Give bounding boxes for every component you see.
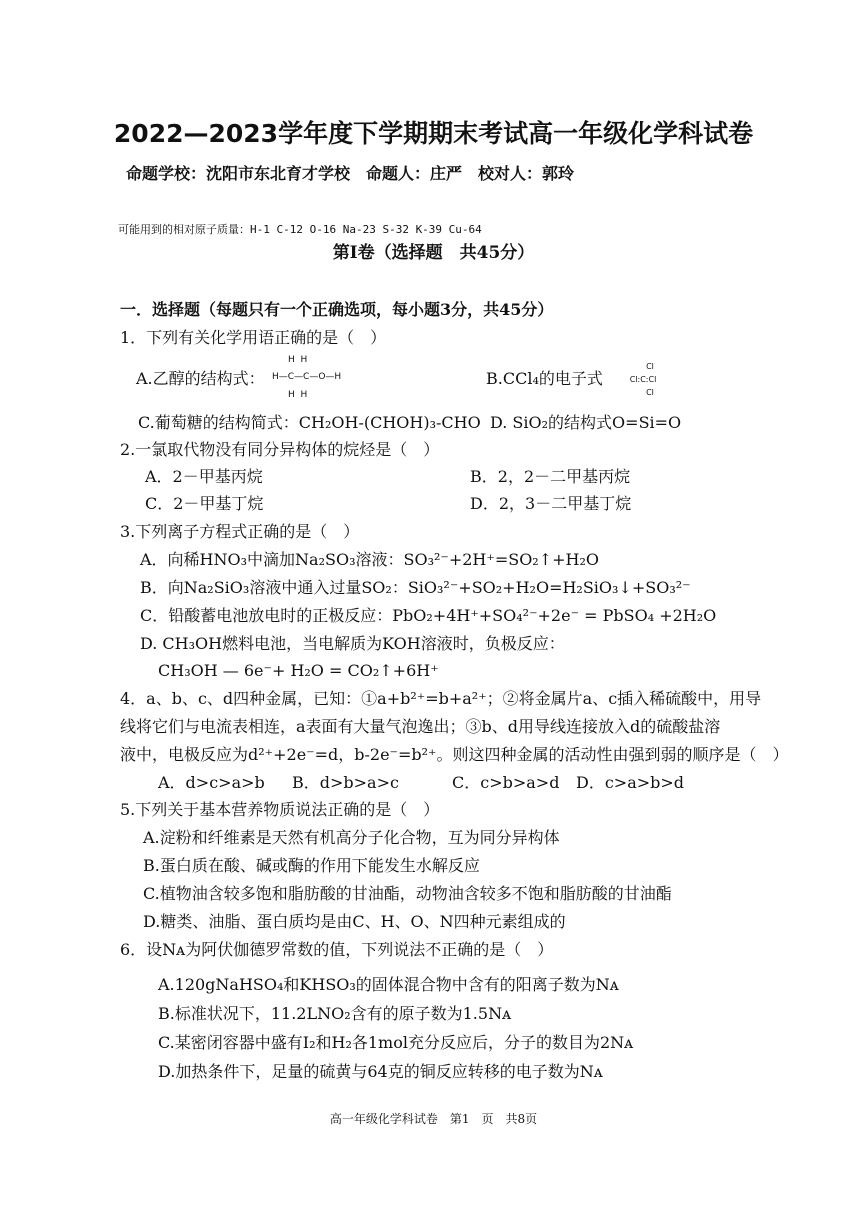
q1-stem: 1．下列有关化学用语正确的是（ ）	[120, 328, 387, 347]
section-heading: 第Ⅰ卷（选择题 共45分）	[332, 243, 535, 263]
q3-option-a: A．向稀HNO₃中滴加Na₂SO₃溶液：SO₃²⁻+2H⁺=SO₂↑+H₂O	[140, 550, 600, 569]
q2-option-a: A．2－甲基丙烷	[145, 467, 263, 486]
q4-option-d: D．c>a>b>d	[576, 773, 685, 792]
q5-option-d: D.糖类、油脂、蛋白质均是由C、H、O、N四种元素组成的	[143, 912, 566, 931]
q6-option-c: C.某密闭容器中盛有I₂和H₂各1mol充分反应后，分子的数目为2Nᴀ	[158, 1033, 634, 1052]
page-footer: 高一年级化学科试卷 第1 页 共8页	[329, 1112, 538, 1126]
q1-option-c: C.葡萄糖的结构简式：CH₂OH-(CHOH)₃-CHO	[138, 413, 481, 432]
q6-stem: 6．设Nᴀ为阿伏伽德罗常数的值，下列说法不正确的是（ ）	[120, 940, 554, 959]
q6-option-a: A.120gNaHSO₄和KHSO₃的固体混合物中含有的阳离子数为Nᴀ	[158, 975, 619, 994]
q5-option-c: C.植物油含较多饱和脂肪酸的甘油酯，动物油含较多不饱和脂肪酸的甘油酯	[143, 884, 672, 903]
ethanol-struct-mid: H—C—C—O—H	[272, 372, 342, 382]
q3-stem: 3.下列离子方程式正确的是（ ）	[120, 522, 360, 541]
exam-title: 2022—2023学年度下学期期末考试高一年级化学科试卷	[113, 119, 754, 148]
part-heading: 一．选择题（每题只有一个正确选项，每小题3分，共45分）	[120, 300, 554, 319]
ccl4-bot: Cl	[646, 388, 654, 397]
ethanol-struct-bot: H H	[288, 390, 308, 400]
q5-option-a: A.淀粉和纤维素是天然有机高分子化合物，互为同分异构体	[143, 828, 560, 847]
q2-stem: 2.一氯取代物没有同分异构体的烷烃是（ ）	[120, 440, 440, 459]
q4-option-c: C．c>b>a>d	[452, 773, 560, 792]
q1-option-b: B.CCl₄的电子式	[486, 369, 603, 388]
ccl4-mid: Cl:C:Cl	[629, 375, 657, 384]
q2-option-c: C．2－甲基丁烷	[145, 494, 264, 513]
q4-option-a: A．d>c>a>b	[158, 773, 265, 792]
ccl4-top: Cl	[646, 362, 654, 371]
ethanol-struct-top: H H	[288, 355, 308, 365]
q3-option-d: D. CH₃OH燃料电池，当电解质为KOH溶液时，负极反应：	[140, 634, 565, 653]
q1-option-d: D. SiO₂的结构式O=Si=O	[490, 413, 682, 432]
exam-subtitle: 命题学校：沈阳市东北育才学校 命题人：庄严 校对人：郭玲	[126, 164, 575, 183]
q4-option-b: B．d>b>a>c	[292, 773, 399, 792]
q3-option-b: B．向Na₂SiO₃溶液中通入过量SO₂：SiO₃²⁻+SO₂+H₂O=H₂SiO₃↓+SO₃²⁻	[140, 578, 691, 597]
q1-option-a: A.乙醇的结构式：	[136, 369, 265, 388]
q2-option-d: D．2，3－二甲基丁烷	[470, 494, 632, 513]
q5-stem: 5.下列关于基本营养物质说法正确的是（ ）	[120, 800, 440, 819]
q3-option-d-equation: CH₃OH — 6e⁻+ H₂O = CO₂↑+6H⁺	[158, 661, 439, 680]
atomic-mass-note: 可能用到的相对原子质量：H-1 C-12 O-16 Na-23 S-32 K-39 Cu-64	[118, 223, 482, 236]
q5-option-b: B.蛋白质在酸、碱或酶的作用下能发生水解反应	[143, 856, 480, 875]
q6-option-d: D.加热条件下，足量的硫黄与64克的铜反应转移的电子数为Nᴀ	[158, 1062, 603, 1081]
q4-line-2: 线将它们与电流表相连，a表面有大量气泡逸出；③b、d用导线连接放入d的硫酸盐溶	[120, 717, 721, 736]
q4-line-3: 液中，电极反应为d²⁺+2e⁻=d，b-2e⁻=b²⁺。则这四种金属的活动性由强到弱的顺序是（ ）	[120, 745, 789, 764]
q6-option-b: B.标准状况下，11.2LNO₂含有的原子数为1.5Nᴀ	[158, 1004, 512, 1023]
q2-option-b: B．2，2－二甲基丙烷	[470, 467, 631, 486]
q4-line-1: 4．a、b、c、d四种金属，已知：①a+b²⁺=b+a²⁺；②将金属片a、c插入稀硫酸中，用导	[120, 689, 762, 708]
q3-option-c: C．铅酸蓄电池放电时的正极反应：PbO₂+4H⁺+SO₄²⁻+2e⁻ = PbSO₄ +2H₂O	[140, 606, 717, 625]
